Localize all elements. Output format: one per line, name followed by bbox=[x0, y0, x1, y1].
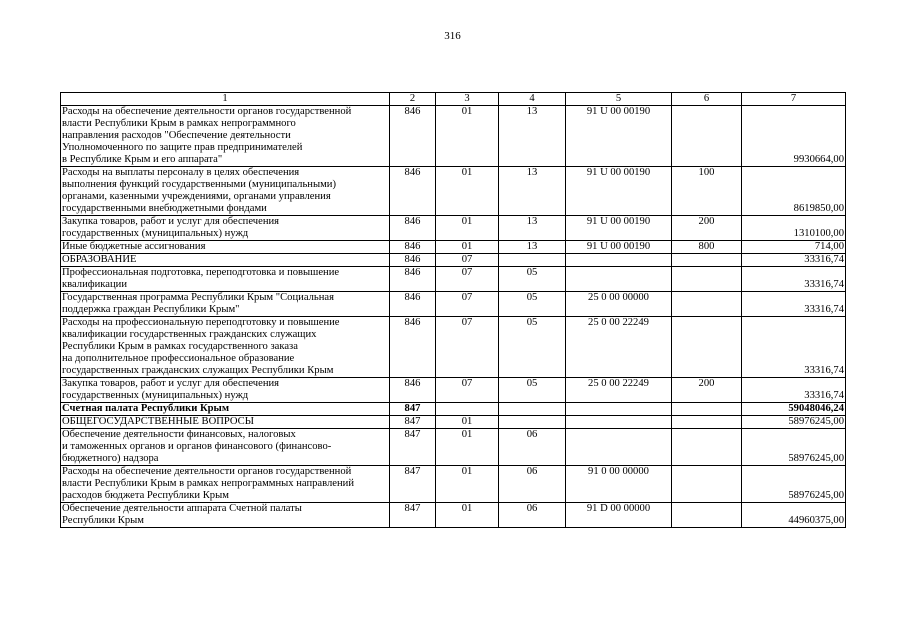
table-row bbox=[61, 503, 846, 528]
target-article-cell: 91 U 00 00190 bbox=[566, 216, 672, 241]
section-cell: 07 bbox=[436, 378, 499, 403]
name-line: государственных гражданских служащих Республики Крым bbox=[62, 365, 334, 376]
name-line: Иные бюджетные ассигнования bbox=[62, 241, 206, 252]
table-row bbox=[61, 317, 846, 378]
amount-cell: 44960375,00 bbox=[742, 503, 846, 528]
table-row bbox=[61, 106, 846, 167]
target-article-cell: 25 0 00 22249 bbox=[566, 317, 672, 378]
target-article-cell bbox=[566, 416, 672, 429]
amount-cell: 33316,74 bbox=[742, 254, 846, 267]
section-cell: 01 bbox=[436, 241, 499, 254]
name-cell bbox=[61, 503, 390, 528]
amount-cell: 714,00 bbox=[742, 241, 846, 254]
target-article-cell: 91 U 00 00190 bbox=[566, 241, 672, 254]
expense-type-cell bbox=[672, 503, 742, 528]
target-article-cell: 91 U 00 00190 bbox=[566, 106, 672, 167]
name-cell bbox=[61, 267, 390, 292]
section-cell: 01 bbox=[436, 416, 499, 429]
grbs-cell: 846 bbox=[390, 167, 436, 216]
table-row bbox=[61, 267, 846, 292]
name-cell bbox=[61, 106, 390, 167]
expense-type-cell bbox=[672, 292, 742, 317]
expense-type-cell bbox=[672, 106, 742, 167]
amount-cell: 59048046,24 bbox=[742, 403, 846, 416]
section-cell: 07 bbox=[436, 292, 499, 317]
name-line: выполнения функций государственными (муниципальными) bbox=[62, 179, 336, 190]
amount-cell: 9930664,00 bbox=[742, 106, 846, 167]
table-row bbox=[61, 429, 846, 466]
name-cell bbox=[61, 167, 390, 216]
header-cell: 3 bbox=[436, 93, 499, 106]
header-cell: 7 bbox=[742, 93, 846, 106]
name-line: бюджетного) надзора bbox=[62, 453, 159, 464]
section-cell: 07 bbox=[436, 254, 499, 267]
amount-cell: 8619850,00 bbox=[742, 167, 846, 216]
table-row bbox=[61, 241, 846, 254]
target-article-cell: 25 0 00 00000 bbox=[566, 292, 672, 317]
subsection-cell bbox=[499, 254, 566, 267]
budget-table bbox=[60, 92, 846, 528]
grbs-cell: 847 bbox=[390, 466, 436, 503]
name-line: Уполномоченного по защите прав предпринимателей bbox=[62, 142, 303, 153]
name-line: Республики Крым bbox=[62, 515, 144, 526]
expense-type-cell bbox=[672, 403, 742, 416]
name-cell bbox=[61, 254, 390, 267]
table-row bbox=[61, 254, 846, 267]
name-line: Республики Крым в рамках государственного заказа bbox=[62, 341, 298, 352]
amount-cell: 33316,74 bbox=[742, 378, 846, 403]
name-line: Расходы на обеспечение деятельности органов государственной bbox=[62, 466, 352, 477]
section-cell: 01 bbox=[436, 503, 499, 528]
section-cell: 01 bbox=[436, 106, 499, 167]
name-line: на дополнительное профессиональное образование bbox=[62, 353, 295, 364]
grbs-cell: 847 bbox=[390, 429, 436, 466]
name-line: Счетная палата Республики Крым bbox=[62, 403, 230, 414]
subsection-cell: 05 bbox=[499, 378, 566, 403]
expense-type-cell bbox=[672, 466, 742, 503]
subsection-cell: 13 bbox=[499, 167, 566, 216]
section-cell: 07 bbox=[436, 267, 499, 292]
grbs-cell: 846 bbox=[390, 254, 436, 267]
name-line: и таможенных органов и органов финансового (финансово- bbox=[62, 441, 332, 452]
target-article-cell: 91 U 00 00190 bbox=[566, 167, 672, 216]
name-cell bbox=[61, 241, 390, 254]
name-line: государственных (муниципальных) нужд bbox=[62, 228, 249, 239]
page-number: 316 bbox=[444, 30, 461, 42]
name-cell bbox=[61, 378, 390, 403]
name-cell bbox=[61, 216, 390, 241]
subsection-cell bbox=[499, 416, 566, 429]
subsection-cell: 13 bbox=[499, 106, 566, 167]
grbs-cell: 847 bbox=[390, 416, 436, 429]
header-cell: 2 bbox=[390, 93, 436, 106]
table-row bbox=[61, 403, 846, 416]
grbs-cell: 846 bbox=[390, 216, 436, 241]
grbs-cell: 846 bbox=[390, 378, 436, 403]
name-line: Закупка товаров, работ и услуг для обеспечения bbox=[62, 378, 280, 389]
section-cell: 07 bbox=[436, 317, 499, 378]
amount-cell: 1310100,00 bbox=[742, 216, 846, 241]
expense-type-cell bbox=[672, 317, 742, 378]
name-line: ОБЩЕГОСУДАРСТВЕННЫЕ ВОПРОСЫ bbox=[62, 416, 254, 427]
target-article-cell: 91 D 00 00000 bbox=[566, 503, 672, 528]
subsection-cell: 06 bbox=[499, 466, 566, 503]
name-cell bbox=[61, 317, 390, 378]
name-line: государственными внебюджетными фондами bbox=[62, 203, 267, 214]
amount-cell: 58976245,00 bbox=[742, 429, 846, 466]
header-row bbox=[61, 93, 846, 106]
target-article-cell: 25 0 00 22249 bbox=[566, 378, 672, 403]
name-cell bbox=[61, 292, 390, 317]
target-article-cell: 91 0 00 00000 bbox=[566, 466, 672, 503]
header-cell: 1 bbox=[61, 93, 390, 106]
name-line: государственных (муниципальных) нужд bbox=[62, 390, 249, 401]
expense-type-cell: 200 bbox=[672, 216, 742, 241]
expense-type-cell bbox=[672, 254, 742, 267]
section-cell: 01 bbox=[436, 429, 499, 466]
name-line: расходов бюджета Республики Крым bbox=[62, 490, 229, 501]
target-article-cell bbox=[566, 403, 672, 416]
name-line: квалификации государственных гражданских служащих bbox=[62, 329, 317, 340]
name-line: Профессиональная подготовка, переподготовка и повышение bbox=[62, 267, 340, 278]
amount-cell: 33316,74 bbox=[742, 317, 846, 378]
name-line: власти Республики Крым в рамках непрограммного bbox=[62, 118, 296, 129]
name-cell bbox=[61, 466, 390, 503]
expense-type-cell bbox=[672, 267, 742, 292]
name-line: Обеспечение деятельности финансовых, налоговых bbox=[62, 429, 296, 440]
section-cell: 01 bbox=[436, 216, 499, 241]
name-line: органами, казенными учреждениями, органами управления bbox=[62, 191, 331, 202]
expense-type-cell bbox=[672, 429, 742, 466]
grbs-cell: 846 bbox=[390, 106, 436, 167]
subsection-cell: 05 bbox=[499, 292, 566, 317]
expense-type-cell: 200 bbox=[672, 378, 742, 403]
amount-cell: 58976245,00 bbox=[742, 416, 846, 429]
grbs-cell: 846 bbox=[390, 267, 436, 292]
table-body bbox=[61, 93, 846, 528]
grbs-cell: 847 bbox=[390, 503, 436, 528]
name-line: в Республике Крым и его аппарата" bbox=[62, 154, 223, 165]
name-line: поддержка граждан Республики Крым" bbox=[62, 304, 240, 315]
header-cell: 4 bbox=[499, 93, 566, 106]
expense-type-cell: 800 bbox=[672, 241, 742, 254]
table-row bbox=[61, 378, 846, 403]
name-line: ОБРАЗОВАНИЕ bbox=[62, 254, 137, 265]
expense-type-cell: 100 bbox=[672, 167, 742, 216]
name-cell bbox=[61, 429, 390, 466]
subsection-cell: 13 bbox=[499, 241, 566, 254]
section-cell: 01 bbox=[436, 167, 499, 216]
grbs-cell: 846 bbox=[390, 241, 436, 254]
grbs-cell: 846 bbox=[390, 317, 436, 378]
target-article-cell bbox=[566, 267, 672, 292]
subsection-cell: 05 bbox=[499, 267, 566, 292]
table-row bbox=[61, 466, 846, 503]
section-cell bbox=[436, 403, 499, 416]
name-line: Государственная программа Республики Крым "Социальная bbox=[62, 292, 334, 303]
header-cell: 5 bbox=[566, 93, 672, 106]
name-line: квалификации bbox=[62, 279, 127, 290]
section-cell: 01 bbox=[436, 466, 499, 503]
table-row bbox=[61, 167, 846, 216]
header-cell: 6 bbox=[672, 93, 742, 106]
subsection-cell: 06 bbox=[499, 429, 566, 466]
table-row bbox=[61, 216, 846, 241]
grbs-cell: 847 bbox=[390, 403, 436, 416]
name-line: Расходы на профессиональную переподготовку и повышение bbox=[62, 317, 340, 328]
name-line: Расходы на обеспечение деятельности органов государственной bbox=[62, 106, 352, 117]
name-cell bbox=[61, 403, 390, 416]
table-row bbox=[61, 292, 846, 317]
name-line: Закупка товаров, работ и услуг для обеспечения bbox=[62, 216, 280, 227]
subsection-cell: 06 bbox=[499, 503, 566, 528]
subsection-cell bbox=[499, 403, 566, 416]
name-line: Обеспечение деятельности аппарата Счетной палаты bbox=[62, 503, 302, 514]
table-row bbox=[61, 416, 846, 429]
name-line: направления расходов "Обеспечение деятельности bbox=[62, 130, 291, 141]
name-cell bbox=[61, 416, 390, 429]
name-line: власти Республики Крым в рамках непрограммных направлений bbox=[62, 478, 354, 489]
expense-type-cell bbox=[672, 416, 742, 429]
target-article-cell bbox=[566, 254, 672, 267]
amount-cell: 58976245,00 bbox=[742, 466, 846, 503]
subsection-cell: 13 bbox=[499, 216, 566, 241]
amount-cell: 33316,74 bbox=[742, 267, 846, 292]
grbs-cell: 846 bbox=[390, 292, 436, 317]
target-article-cell bbox=[566, 429, 672, 466]
amount-cell: 33316,74 bbox=[742, 292, 846, 317]
subsection-cell: 05 bbox=[499, 317, 566, 378]
name-line: Расходы на выплаты персоналу в целях обеспечения bbox=[62, 167, 300, 178]
